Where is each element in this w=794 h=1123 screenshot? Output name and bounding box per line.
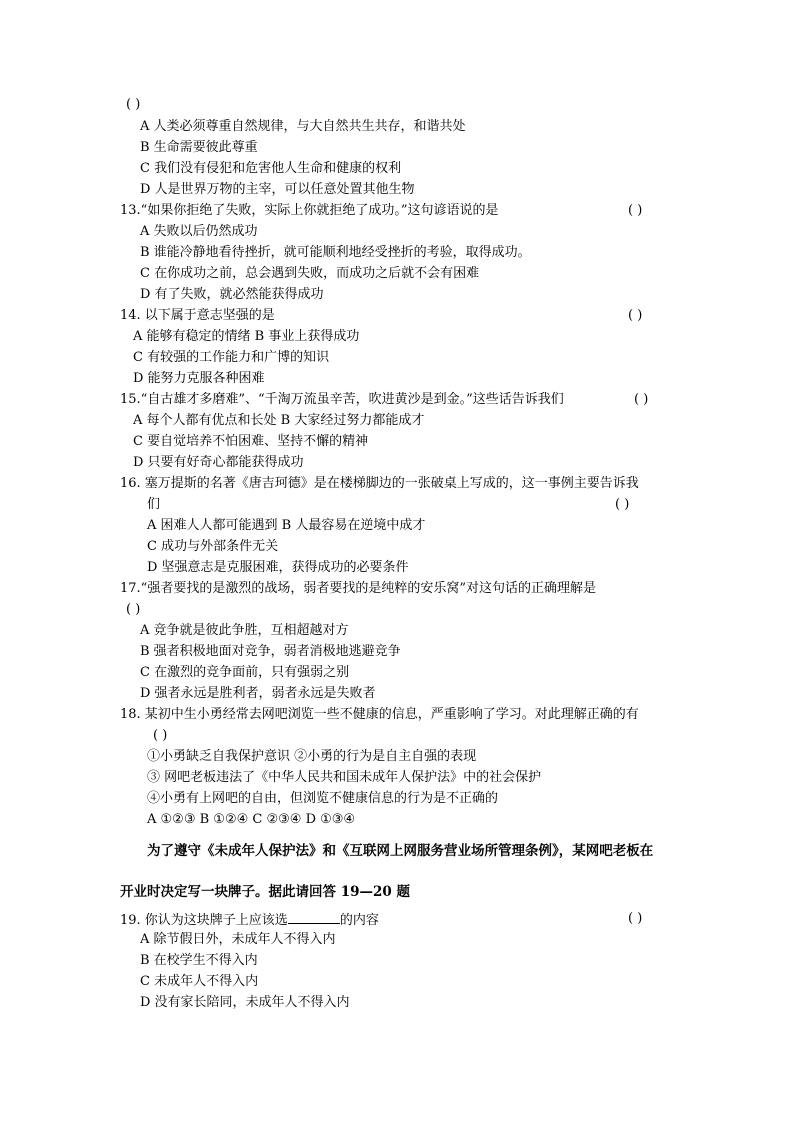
line-q13-d: D 有了失败，就必然能获得成功 (140, 287, 324, 302)
line-q18-paren: ( ) (153, 728, 168, 743)
line-q15-ab: A 每个人都有优点和长处 B 大家经过努力都能成才 (133, 413, 425, 428)
q16-right-paren: ( ) (615, 497, 630, 512)
q15-right-paren: ( ) (634, 392, 649, 407)
q14-right-paren: ( ) (628, 308, 643, 323)
line-q17-paren: ( ) (126, 602, 141, 617)
line-q15: 15.“自古雄才多磨难”、“千淘万流虽辛苦，吹进黄沙是到金。”这些话告诉我们 (120, 392, 564, 407)
line-q13: 13.“如果你拒绝了失败，实际上你就拒绝了成功。”这句谚语说的是 (120, 203, 499, 218)
line-q13-b: B 谁能冷静地看待挫折，就可能顺利地经受挫折的考验，取得成功。 (140, 245, 531, 260)
line-q15-d: D 只要有好奇心都能获得成功 (133, 455, 304, 470)
line-q12-a: A 人类必须尊重自然规律，与大自然共生共存，和谐共处 (140, 119, 466, 134)
question-19-stem-end: 的内容 (339, 913, 379, 928)
line-q16: 16. 塞万提斯的名著《唐吉珂德》是在楼梯脚边的一张破桌上写成的，这一事例主要告诉我 (120, 476, 639, 491)
answer-blank[interactable] (288, 909, 340, 924)
line-q19-c: C 未成年人不得入内 (140, 974, 259, 989)
line-q17: 17.“强者要找的是激烈的战场，弱者要找的是纯粹的安乐窝”对这句话的正确理解是 (120, 581, 596, 596)
line-q12-paren: ( ) (126, 97, 141, 112)
line-q18-3: ③ 网吧老板违法了《中华人民共和国未成年人保护法》中的社会保护 (147, 770, 542, 785)
line-q14: 14. 以下属于意志坚强的是 (120, 308, 275, 323)
line-q16-cont: 们 (147, 497, 161, 512)
line-q19-d: D 没有家长陪同，未成年人不得入内 (140, 995, 350, 1010)
line-q17-b: B 强者积极地面对竞争，弱者消极地逃避竞争 (140, 644, 401, 659)
line-q12-b: B 生命需要彼此尊重 (140, 140, 258, 155)
line-q12-c: C 我们没有侵犯和危害他人生命和健康的权利 (140, 161, 402, 176)
line-q16-ab: A 困难人人都可能遇到 B 人最容易在逆境中成才 (147, 518, 426, 533)
line-q14-c: C 有较强的工作能力和广博的知识 (133, 350, 330, 365)
q19-right-paren: ( ) (628, 911, 643, 926)
q13-right-paren: ( ) (628, 203, 643, 218)
question-19 (120, 909, 379, 931)
line-q15-c: C 要自觉培养不怕困难、坚持不懈的精神 (133, 434, 369, 449)
line-q18-4: ④小勇有上网吧的自由，但浏览不健康信息的行为是不正确的 (147, 791, 499, 806)
line-q13-c: C 在你成功之前，总会遇到失败，而成功之后就不会有困难 (140, 266, 480, 281)
line-q18-1: ①小勇缺乏自我保护意识 ②小勇的行为是自主自强的表现 (147, 749, 477, 764)
line-q17-c: C 在激烈的竞争面前，只有强弱之别 (140, 665, 350, 680)
line-q12-d: D 人是世界万物的主宰，可以任意处置其他生物 (140, 182, 415, 197)
line-q14-d: D 能努力克服各种困难 (133, 371, 265, 386)
line-intro-1: 为了遵守《未成年人保护法》和《互联网上网服务营业场所管理条例》，某网吧老板在 (147, 843, 654, 859)
line-q16-d: D 坚强意志是克服困难，获得成功的必要条件 (147, 560, 409, 575)
line-intro-2: 开业时决定写一块牌子。据此请回答 19—20 题 (120, 884, 410, 900)
line-q14-ab: A 能够有稳定的情绪 B 事业上获得成功 (133, 329, 360, 344)
line-q16-c: C 成功与外部条件无关 (147, 539, 279, 554)
line-q13-a: A 失败以后仍然成功 (140, 224, 258, 239)
line-q17-d: D 强者永远是胜利者，弱者永远是失败者 (140, 686, 376, 701)
line-q17-a: A 竞争就是彼此争胜，互相超越对方 (140, 623, 349, 638)
line-q18: 18. 某初中生小勇经常去网吧浏览一些不健康的信息，严重影响了学习。对此理解正确的有 (120, 707, 639, 722)
question-19-stem: 19. 你认为这块牌子上应该选 (120, 913, 288, 928)
line-q19-a: A 除节假日外，未成年人不得入内 (140, 932, 336, 947)
line-q19-b: B 在校学生不得入内 (140, 953, 258, 968)
line-q18-opts: A ①②③ B ①②④ C ②③④ D ①③④ (147, 812, 356, 827)
